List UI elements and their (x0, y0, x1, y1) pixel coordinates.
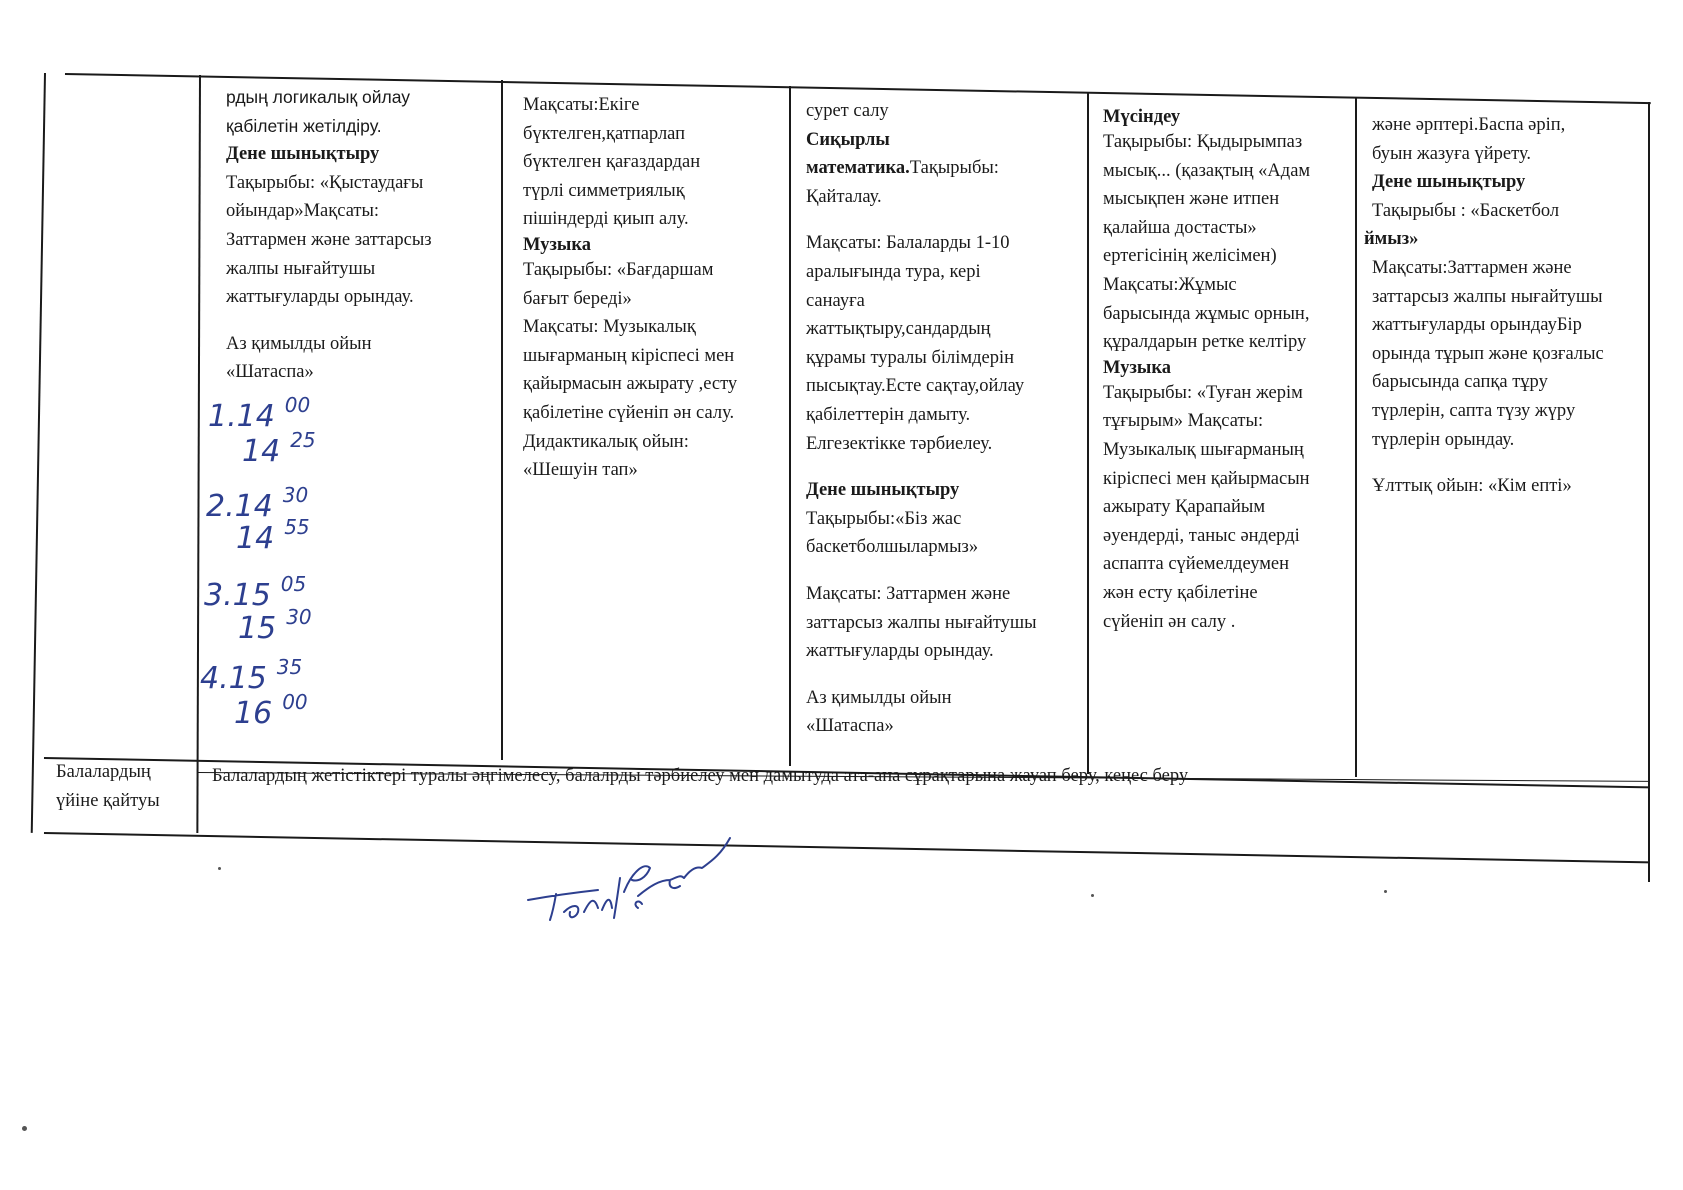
col1-cell (226, 83, 496, 387)
col-divider-2 (501, 80, 503, 760)
handwritten-time: 14 $^{55}$ (236, 515, 310, 556)
handwritten-time: 1.14 $^{00}$ (208, 393, 311, 434)
col3-line: баскетболшылармыз» (806, 537, 979, 558)
col1-line: жаттығуларды орындау. (226, 287, 414, 308)
col5-line: буын жазуға үйрету. (1372, 143, 1531, 164)
col3-line: қабілеттерін дамыту. (806, 404, 971, 425)
col5-line: түрлерін орындау. (1372, 429, 1515, 450)
col2-line: қабілетіне сүйеніп ән салу. (523, 402, 735, 423)
col4-line: әуендерді, таныс әндерді (1103, 525, 1300, 546)
scan-speck (22, 1126, 27, 1131)
col3-line: санауға (806, 290, 865, 311)
col5-line: Ұлттық ойын: «Кім епті» (1372, 476, 1572, 497)
col5-line: заттарсыз жалпы нығайтушы (1372, 286, 1603, 307)
col2-line: Мақсаты:Екіге (523, 95, 640, 115)
col3-line: заттарсыз жалпы нығайтушы (806, 612, 1037, 633)
col5-line: ймыз» (1364, 229, 1419, 250)
col5-line: орында тұрып және қозғалыс (1372, 343, 1604, 364)
col2-line: Мақсаты: Музыкалық (523, 317, 696, 338)
col4-heading-sculpt: Мүсіндеу (1103, 107, 1181, 127)
scan-speck (218, 867, 221, 870)
handwritten-time: 15 $^{30}$ (238, 605, 312, 646)
col-divider-1 (196, 75, 201, 833)
col3-heading-math: Сиқырлы (806, 129, 890, 150)
col2-line: қайырмасын ажырату ,есту (523, 374, 738, 395)
col2-line: Тақырыбы: «Бағдаршам (523, 259, 714, 280)
col4-line: тұғырым» Мақсаты: (1103, 411, 1264, 432)
col4-line: кіріспесі мен қайырмасын (1103, 468, 1310, 489)
col3-line: құрамы туралы білімдерін (806, 347, 1015, 368)
col4-heading-music: Музыка (1103, 357, 1171, 378)
handwritten-time: 16 $^{00}$ (234, 690, 308, 731)
handwritten-time: 14 $^{25}$ (242, 428, 316, 469)
col5-heading-sport: Дене шынықтыру (1372, 172, 1526, 193)
col5-cell (1364, 111, 1652, 501)
row-label-line: Балалардың (56, 762, 151, 782)
col2-line: бүктелген,қатпарлап (523, 123, 686, 144)
col1-line: «Шатаспа» (226, 362, 314, 383)
col1-line: жалпы нығайтушы (226, 258, 376, 279)
table-bottom-border (44, 832, 1650, 863)
col3-line: пысықтау.Есте сақтау,ойлау (806, 376, 1025, 397)
col2-line: бағыт береді» (523, 288, 632, 309)
col4-line: Тақырыбы: «Туған жерім (1103, 382, 1303, 403)
footer-description: Балалардың жетістіктері туралы әңгімелесу, балалрды тәрбиелеу мен дамытуда ата-ана сұрақтарына жауап беру, кеңес беру (212, 766, 1189, 786)
col4-line: жән есту қабілетіне (1103, 582, 1258, 603)
col3-line: Елгезектікке тәрбиелеу. (806, 433, 993, 454)
col2-cell (523, 91, 793, 485)
col4-line: қалайша достасты» (1103, 217, 1257, 238)
col5-line: және әрптері.Баспа әріп, (1372, 115, 1566, 135)
col3-line: Тақырыбы:«Біз жас (806, 508, 962, 529)
col3-line: аралығында тура, кері (806, 261, 981, 282)
row-label-going-home (56, 758, 196, 816)
handwritten-time: 4.15 $^{35}$ (200, 655, 303, 696)
col4-cell (1103, 106, 1358, 636)
col3-line: Қайталау. (806, 186, 882, 207)
col1-line: Тақырыбы: «Қыстаудағы (226, 172, 424, 193)
col3-line: Мақсаты: Балаларды 1-10 (806, 233, 1010, 254)
handwritten-time: 2.14 $^{30}$ (206, 483, 309, 524)
col3-heading-sport: Дене шынықтыру (806, 480, 960, 501)
col5-line: барысында сапқа тұру (1372, 372, 1548, 393)
col2-line: Дидактикалық ойын: (523, 431, 689, 452)
col4-line: Мақсаты:Жұмыс (1103, 274, 1237, 295)
col4-line: мысықпен және итпен (1103, 189, 1280, 210)
col1-line: рдың логикалық ойлау (226, 87, 411, 107)
table-left-border (31, 73, 46, 833)
col2-line: шығарманың кіріспесі мен (523, 345, 735, 366)
scan-speck (1384, 890, 1387, 893)
col4-line: ажырату Қарапайым (1103, 497, 1266, 518)
col3-line: математика.Тақырыбы: (806, 158, 999, 179)
col1-line: қабілетін жетілдіру. (226, 115, 382, 136)
scan-speck (1091, 894, 1094, 897)
handwritten-signature (520, 808, 750, 928)
col5-line: Тақырыбы : «Баскетбол (1372, 200, 1560, 221)
col4-line: құралдарын ретке келтіру (1103, 332, 1307, 353)
handwritten-time: 3.15 $^{05}$ (204, 572, 307, 613)
col2-line: бүктелген қағаздардан (523, 152, 701, 173)
col2-heading-music: Музыка (523, 234, 591, 255)
col3-line: жаттықтыру,сандардың (806, 319, 991, 340)
col5-line: түрлерін, сапта түзу жүру (1372, 400, 1576, 421)
col4-line: Тақырыбы: Қыдырымпаз (1103, 132, 1303, 152)
col4-line: ертегісінің желісімен) (1103, 246, 1277, 267)
col3-cell (806, 97, 1091, 741)
col4-line: мысық... (қазақтың «Адам (1103, 160, 1311, 181)
col1-line: Заттармен және заттарсыз (226, 229, 432, 250)
col1-heading-sport: Дене шынықтыру (226, 144, 380, 165)
col3-heading-math-2: математика. (806, 158, 910, 179)
col5-line: жаттығуларды орындауБір (1372, 315, 1582, 336)
col2-line: түрлі симметриялық (523, 180, 685, 201)
col4-line: Музыкалық шығарманың (1103, 439, 1304, 460)
col2-line: пішіндерді қиып алу. (523, 209, 689, 230)
col4-line: аспапта сүйемелдеумен (1103, 554, 1290, 575)
col3-line: «Шатаспа» (806, 716, 894, 737)
col3-line: Аз қимылды ойын (806, 687, 952, 708)
col1-line: Аз қимылды ойын (226, 333, 372, 354)
col1-line: ойындар»Мақсаты: (226, 201, 380, 222)
col2-line: «Шешуін тап» (523, 460, 638, 481)
col3-line: жаттығуларды орындау. (806, 641, 994, 662)
col5-line: Мақсаты:Заттармен және (1372, 257, 1572, 278)
col3-line: Мақсаты: Заттармен және (806, 583, 1011, 604)
col4-line: барысында жұмыс орнын, (1103, 303, 1310, 324)
row-label-line: үйіне қайтуы (56, 791, 160, 811)
col4-line: сүйеніп ән салу . (1103, 611, 1236, 632)
col3-line: сурет салу (806, 101, 889, 121)
